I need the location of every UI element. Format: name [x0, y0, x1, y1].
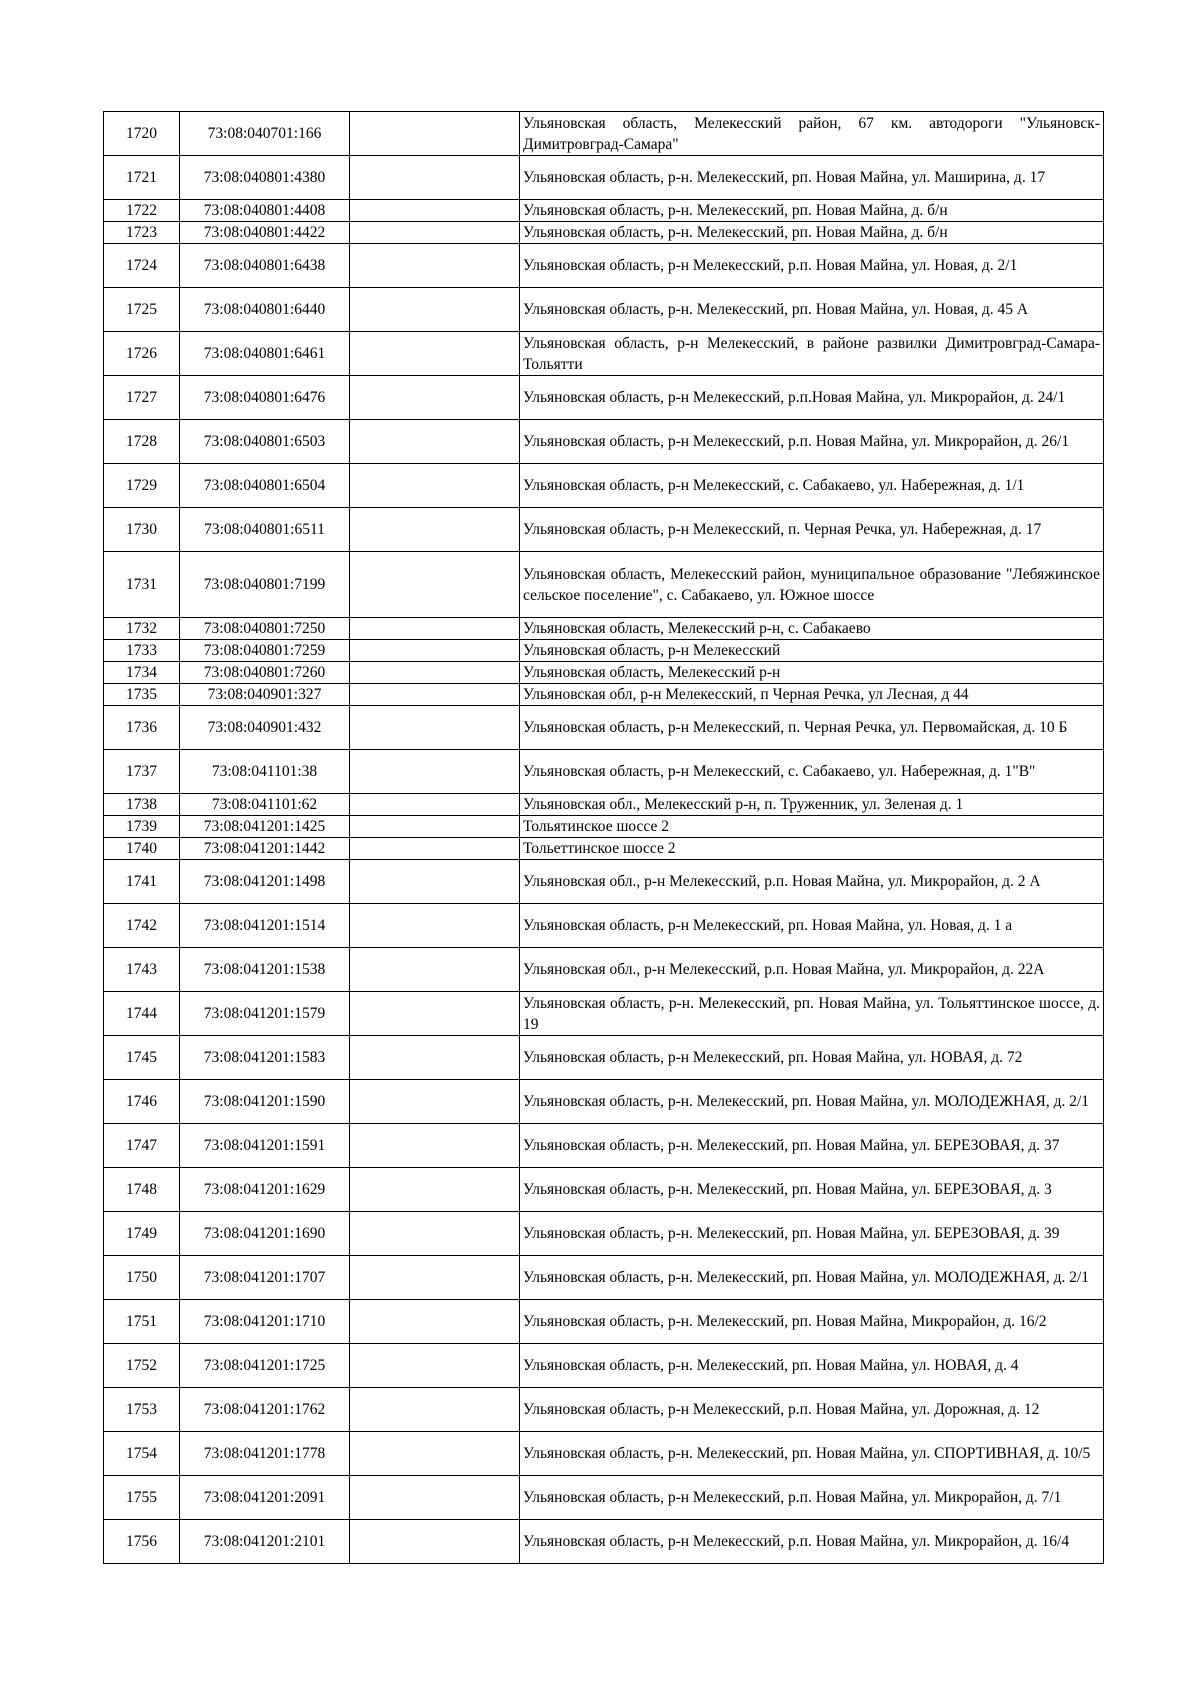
address-cell: Ульяновская область, р-н Мелекесский, р.п.Новая Майна, ул. Микрорайон, д. 24/1	[520, 376, 1104, 420]
address-cell: Ульяновская область, р-н. Мелекесский, рп. Новая Майна, ул. МОЛОДЕЖНАЯ, д. 2/1	[520, 1256, 1104, 1300]
table-row	[104, 1432, 1104, 1476]
address-cell: Ульяновская обл., Мелекесский р-н, п. Труженник, ул. Зеленая д. 1	[520, 794, 1104, 816]
row-number-cell: 1721	[104, 156, 180, 200]
empty-cell	[350, 1476, 520, 1520]
table-row	[104, 948, 1104, 992]
cadastral-number-cell: 73:08:041101:62	[180, 794, 350, 816]
empty-cell	[350, 508, 520, 552]
empty-cell	[350, 860, 520, 904]
cadastral-number-cell: 73:08:041201:1425	[180, 816, 350, 838]
table-row	[104, 332, 1104, 376]
empty-cell	[350, 662, 520, 684]
cadastral-number-cell: 73:08:041201:2091	[180, 1476, 350, 1520]
table-row	[104, 1476, 1104, 1520]
empty-cell	[350, 1300, 520, 1344]
cadastral-number-cell: 73:08:040801:6511	[180, 508, 350, 552]
row-number-cell: 1744	[104, 992, 180, 1036]
empty-cell	[350, 816, 520, 838]
cadastral-number-cell: 73:08:041201:1591	[180, 1124, 350, 1168]
table-row	[104, 750, 1104, 794]
address-cell: Ульяновская обл, р-н Мелекесский, п Черная Речка, ул Лесная, д 44	[520, 684, 1104, 706]
address-cell: Ульяновская область, р-н Мелекесский, п. Черная Речка, ул. Первомайская, д. 10 Б	[520, 706, 1104, 750]
empty-cell	[350, 244, 520, 288]
row-number-cell: 1723	[104, 222, 180, 244]
address-cell: Ульяновская область, р-н Мелекесский, р.п. Новая Майна, ул. Дорожная, д. 12	[520, 1388, 1104, 1432]
cadastral-number-cell: 73:08:040701:166	[180, 112, 350, 156]
address-cell: Ульяновская область, р-н Мелекесский, р.п. Новая Майна, ул. Микрорайон, д. 26/1	[520, 420, 1104, 464]
empty-cell	[350, 640, 520, 662]
address-cell: Ульяновская область, р-н. Мелекесский, рп. Новая Майна, ул. Новая, д. 45 А	[520, 288, 1104, 332]
table-row	[104, 112, 1104, 156]
address-cell: Ульяновская область, р-н. Мелекесский, рп. Новая Майна, ул. МОЛОДЕЖНАЯ, д. 2/1	[520, 1080, 1104, 1124]
row-number-cell: 1749	[104, 1212, 180, 1256]
cadastral-number-cell: 73:08:041201:1583	[180, 1036, 350, 1080]
row-number-cell: 1753	[104, 1388, 180, 1432]
empty-cell	[350, 1344, 520, 1388]
empty-cell	[350, 222, 520, 244]
row-number-cell: 1752	[104, 1344, 180, 1388]
address-cell: Ульяновская область, р-н Мелекесский	[520, 640, 1104, 662]
empty-cell	[350, 618, 520, 640]
cadastral-number-cell: 73:08:041201:1690	[180, 1212, 350, 1256]
row-number-cell: 1751	[104, 1300, 180, 1344]
table-row	[104, 552, 1104, 618]
empty-cell	[350, 552, 520, 618]
address-cell: Ульяновская область, р-н Мелекесский, рп. Новая Майна, ул. Новая, д. 1 а	[520, 904, 1104, 948]
row-number-cell: 1725	[104, 288, 180, 332]
empty-cell	[350, 112, 520, 156]
cadastral-number-cell: 73:08:040801:7199	[180, 552, 350, 618]
cadastral-number-cell: 73:08:040801:6461	[180, 332, 350, 376]
address-cell: Ульяновская область, Мелекесский р-н, с. Сабакаево	[520, 618, 1104, 640]
row-number-cell: 1742	[104, 904, 180, 948]
address-cell: Ульяновская область, р-н. Мелекесский, рп. Новая Майна, ул. БЕРЕЗОВАЯ, д. 3	[520, 1168, 1104, 1212]
empty-cell	[350, 904, 520, 948]
empty-cell	[350, 1256, 520, 1300]
empty-cell	[350, 1432, 520, 1476]
table-row	[104, 618, 1104, 640]
table-row	[104, 1124, 1104, 1168]
empty-cell	[350, 684, 520, 706]
address-cell: Тольятинское шоссе 2	[520, 816, 1104, 838]
table-row	[104, 1168, 1104, 1212]
table-row	[104, 508, 1104, 552]
empty-cell	[350, 1080, 520, 1124]
table-row	[104, 706, 1104, 750]
cadastral-number-cell: 73:08:040801:6438	[180, 244, 350, 288]
table-row	[104, 1080, 1104, 1124]
address-cell: Ульяновская область, Мелекесский р-н	[520, 662, 1104, 684]
table-row	[104, 816, 1104, 838]
empty-cell	[350, 750, 520, 794]
cadastral-number-cell: 73:08:041201:1707	[180, 1256, 350, 1300]
row-number-cell: 1729	[104, 464, 180, 508]
cadastral-number-cell: 73:08:040801:4422	[180, 222, 350, 244]
empty-cell	[350, 1036, 520, 1080]
table-row	[104, 464, 1104, 508]
address-cell: Ульяновская область, р-н. Мелекесский, рп. Новая Майна, ул. Тольяттинское шоссе, д. 19	[520, 992, 1104, 1036]
address-cell: Ульяновская область, р-н Мелекесский, с. Сабакаево, ул. Набережная, д. 1"В"	[520, 750, 1104, 794]
table-row	[104, 1256, 1104, 1300]
row-number-cell: 1739	[104, 816, 180, 838]
address-cell: Ульяновская область, р-н Мелекесский, рп. Новая Майна, ул. НОВАЯ, д. 72	[520, 1036, 1104, 1080]
address-cell: Ульяновская область, р-н. Мелекесский, рп. Новая Майна, д. б/н	[520, 222, 1104, 244]
row-number-cell: 1722	[104, 200, 180, 222]
table-body	[104, 112, 1104, 1564]
empty-cell	[350, 156, 520, 200]
empty-cell	[350, 376, 520, 420]
table-row	[104, 244, 1104, 288]
cadastral-number-cell: 73:08:041201:1710	[180, 1300, 350, 1344]
row-number-cell: 1733	[104, 640, 180, 662]
table-row	[104, 1036, 1104, 1080]
row-number-cell: 1756	[104, 1520, 180, 1564]
cadastral-number-cell: 73:08:041201:1778	[180, 1432, 350, 1476]
address-cell: Ульяновская область, Мелекесский район, муниципальное образование "Лебяжинское сельское поселение", с. Сабакаево, ул. Южное шоссе	[520, 552, 1104, 618]
row-number-cell: 1728	[104, 420, 180, 464]
cadastral-number-cell: 73:08:041201:1725	[180, 1344, 350, 1388]
cadastral-number-cell: 73:08:041101:38	[180, 750, 350, 794]
cadastral-number-cell: 73:08:041201:1579	[180, 992, 350, 1036]
empty-cell	[350, 288, 520, 332]
row-number-cell: 1720	[104, 112, 180, 156]
table-row	[104, 904, 1104, 948]
cadastral-number-cell: 73:08:041201:1538	[180, 948, 350, 992]
table-row	[104, 200, 1104, 222]
table-row	[104, 838, 1104, 860]
table-row	[104, 860, 1104, 904]
cadastral-number-cell: 73:08:041201:1498	[180, 860, 350, 904]
table-row	[104, 794, 1104, 816]
cadastral-table	[103, 111, 1104, 1564]
address-cell: Ульяновская область, р-н Мелекесский, с. Сабакаево, ул. Набережная, д. 1/1	[520, 464, 1104, 508]
row-number-cell: 1746	[104, 1080, 180, 1124]
row-number-cell: 1743	[104, 948, 180, 992]
address-cell: Ульяновская область, р-н Мелекесский, р.п. Новая Майна, ул. Микрорайон, д. 16/4	[520, 1520, 1104, 1564]
row-number-cell: 1737	[104, 750, 180, 794]
cadastral-number-cell: 73:08:040801:6476	[180, 376, 350, 420]
cadastral-number-cell: 73:08:040801:7260	[180, 662, 350, 684]
table-row	[104, 376, 1104, 420]
cadastral-number-cell: 73:08:041201:1442	[180, 838, 350, 860]
address-cell: Ульяновская область, р-н. Мелекесский, рп. Новая Майна, д. б/н	[520, 200, 1104, 222]
row-number-cell: 1727	[104, 376, 180, 420]
table-row	[104, 1212, 1104, 1256]
empty-cell	[350, 1388, 520, 1432]
empty-cell	[350, 332, 520, 376]
address-cell: Тольеттинское шоссе 2	[520, 838, 1104, 860]
row-number-cell: 1738	[104, 794, 180, 816]
table-row	[104, 1344, 1104, 1388]
address-cell: Ульяновская область, р-н. Мелекесский, рп. Новая Майна, ул. Маширина, д. 17	[520, 156, 1104, 200]
empty-cell	[350, 1520, 520, 1564]
address-cell: Ульяновская область, р-н Мелекесский, р.п. Новая Майна, ул. Новая, д. 2/1	[520, 244, 1104, 288]
cadastral-number-cell: 73:08:040801:6440	[180, 288, 350, 332]
cadastral-number-cell: 73:08:040801:4408	[180, 200, 350, 222]
table-row	[104, 288, 1104, 332]
cadastral-number-cell: 73:08:040801:4380	[180, 156, 350, 200]
empty-cell	[350, 1212, 520, 1256]
row-number-cell: 1731	[104, 552, 180, 618]
empty-cell	[350, 464, 520, 508]
row-number-cell: 1730	[104, 508, 180, 552]
row-number-cell: 1736	[104, 706, 180, 750]
table-row	[104, 156, 1104, 200]
row-number-cell: 1741	[104, 860, 180, 904]
cadastral-number-cell: 73:08:040901:432	[180, 706, 350, 750]
table-row	[104, 1300, 1104, 1344]
cadastral-number-cell: 73:08:041201:2101	[180, 1520, 350, 1564]
cadastral-number-cell: 73:08:040901:327	[180, 684, 350, 706]
row-number-cell: 1745	[104, 1036, 180, 1080]
table-row	[104, 222, 1104, 244]
table-row	[104, 640, 1104, 662]
row-number-cell: 1747	[104, 1124, 180, 1168]
table-row	[104, 662, 1104, 684]
table-row	[104, 420, 1104, 464]
table-row	[104, 992, 1104, 1036]
row-number-cell: 1726	[104, 332, 180, 376]
address-cell: Ульяновская область, р-н Мелекесский, в районе развилки Димитровград-Самара-Тольятти	[520, 332, 1104, 376]
cadastral-number-cell: 73:08:041201:1629	[180, 1168, 350, 1212]
address-cell: Ульяновская область, р-н. Мелекесский, рп. Новая Майна, Микрорайон, д. 16/2	[520, 1300, 1104, 1344]
empty-cell	[350, 794, 520, 816]
empty-cell	[350, 992, 520, 1036]
empty-cell	[350, 838, 520, 860]
table-row	[104, 684, 1104, 706]
empty-cell	[350, 1168, 520, 1212]
row-number-cell: 1732	[104, 618, 180, 640]
row-number-cell: 1754	[104, 1432, 180, 1476]
empty-cell	[350, 200, 520, 222]
cadastral-number-cell: 73:08:040801:7259	[180, 640, 350, 662]
address-cell: Ульяновская область, р-н. Мелекесский, рп. Новая Майна, ул. БЕРЕЗОВАЯ, д. 39	[520, 1212, 1104, 1256]
address-cell: Ульяновская обл., р-н Мелекесский, р.п. Новая Майна, ул. Микрорайон, д. 2 А	[520, 860, 1104, 904]
row-number-cell: 1724	[104, 244, 180, 288]
empty-cell	[350, 1124, 520, 1168]
address-cell: Ульяновская область, р-н. Мелекесский, рп. Новая Майна, ул. НОВАЯ, д. 4	[520, 1344, 1104, 1388]
row-number-cell: 1748	[104, 1168, 180, 1212]
cadastral-number-cell: 73:08:041201:1762	[180, 1388, 350, 1432]
address-cell: Ульяновская область, Мелекесский район, 67 км. автодороги "Ульяновск-Димитровград-Самара"	[520, 112, 1104, 156]
cadastral-number-cell: 73:08:040801:6503	[180, 420, 350, 464]
row-number-cell: 1735	[104, 684, 180, 706]
address-cell: Ульяновская область, р-н Мелекесский, п. Черная Речка, ул. Набережная, д. 17	[520, 508, 1104, 552]
address-cell: Ульяновская область, р-н. Мелекесский, рп. Новая Майна, ул. БЕРЕЗОВАЯ, д. 37	[520, 1124, 1104, 1168]
row-number-cell: 1734	[104, 662, 180, 684]
cadastral-number-cell: 73:08:040801:6504	[180, 464, 350, 508]
cadastral-number-cell: 73:08:041201:1514	[180, 904, 350, 948]
empty-cell	[350, 706, 520, 750]
cadastral-number-cell: 73:08:040801:7250	[180, 618, 350, 640]
row-number-cell: 1740	[104, 838, 180, 860]
empty-cell	[350, 420, 520, 464]
table-row	[104, 1520, 1104, 1564]
table-row	[104, 1388, 1104, 1432]
address-cell: Ульяновская обл., р-н Мелекесский, р.п. Новая Майна, ул. Микрорайон, д. 22А	[520, 948, 1104, 992]
cadastral-number-cell: 73:08:041201:1590	[180, 1080, 350, 1124]
empty-cell	[350, 948, 520, 992]
row-number-cell: 1750	[104, 1256, 180, 1300]
address-cell: Ульяновская область, р-н Мелекесский, р.п. Новая Майна, ул. Микрорайон, д. 7/1	[520, 1476, 1104, 1520]
address-cell: Ульяновская область, р-н. Мелекесский, рп. Новая Майна, ул. СПОРТИВНАЯ, д. 10/5	[520, 1432, 1104, 1476]
row-number-cell: 1755	[104, 1476, 180, 1520]
